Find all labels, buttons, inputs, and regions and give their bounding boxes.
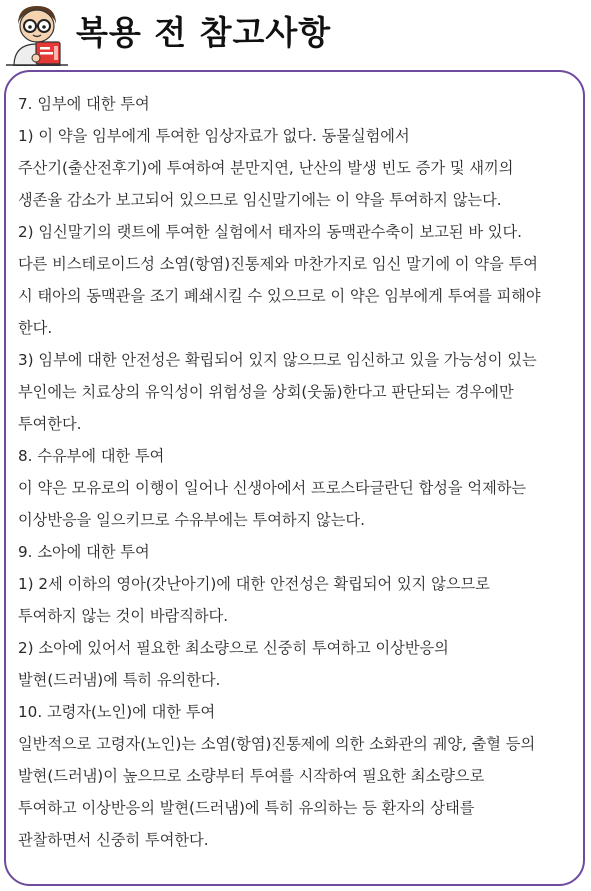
text-line: 3) 임부에 대한 안전성은 확립되어 있지 않으므로 임신하고 있을 가능성이 있는 bbox=[18, 351, 537, 369]
page-header bbox=[0, 0, 591, 70]
text-line: 9. 소아에 대한 투여 bbox=[18, 543, 150, 561]
text-line: 투여한다. bbox=[18, 415, 82, 433]
text-line: 시 태아의 동맥관을 조기 폐쇄시킬 수 있으므로 이 약은 임부에게 투여를 피해야 bbox=[18, 287, 541, 305]
text-line: 투여하지 않는 것이 바람직하다. bbox=[18, 607, 229, 625]
reading-person-icon bbox=[6, 2, 68, 66]
text-line: 이상반응을 일으키므로 수유부에는 투여하지 않는다. bbox=[18, 511, 365, 529]
text-line: 주산기(출산전후기)에 투여하여 분만지연, 난산의 발생 빈도 증가 및 새끼의 bbox=[18, 159, 514, 177]
text-line: 부인에는 치료상의 유익성이 위험성을 상회(웃돎)한다고 판단되는 경우에만 bbox=[18, 383, 514, 401]
text-line: 발현(드러냄)에 특히 유의한다. bbox=[18, 671, 221, 689]
text-line: 2) 소아에 있어서 필요한 최소량으로 신중히 투여하고 이상반응의 bbox=[18, 639, 449, 657]
text-line: 1) 이 약을 임부에게 투여한 임상자료가 없다. 동물실험에서 bbox=[18, 127, 410, 145]
page-title: 복용 전 참고사항 bbox=[76, 13, 332, 52]
text-line: 8. 수유부에 대한 투여 bbox=[18, 447, 165, 465]
text-line: 일반적으로 고령자(노인)는 소염(항염)진통제에 의한 소화관의 궤양, 출혈 등의 bbox=[18, 735, 536, 753]
text-line: 발현(드러냄)이 높으므로 소량부터 투여를 시작하여 필요한 최소량으로 bbox=[18, 767, 485, 785]
text-line: 7. 임부에 대한 투여 bbox=[18, 95, 150, 113]
text-line: 다른 비스테로이드성 소염(항염)진통제와 마찬가지로 임신 말기에 이 약을 투여 bbox=[18, 255, 538, 273]
text-line: 1) 2세 이하의 영아(갓난아기)에 대한 안전성은 확립되어 있지 않으므로 bbox=[18, 575, 490, 593]
text-line: 관찰하면서 신중히 투여한다. bbox=[18, 831, 209, 849]
text-line: 이 약은 모유로의 이행이 일어나 신생아에서 프로스타글란딘 합성을 억제하는 bbox=[18, 479, 527, 497]
text-line: 2) 임신말기의 랫트에 투여한 실험에서 태자의 동맥관수축이 보고된 바 있다. bbox=[18, 223, 522, 241]
text-line: 투여하고 이상반응의 발현(드러냄)에 특히 유의하는 등 환자의 상태를 bbox=[18, 799, 475, 817]
text-line: 한다. bbox=[18, 319, 53, 337]
text-line: 생존율 감소가 보고되어 있으므로 임신말기에는 이 약을 투여하지 않는다. bbox=[18, 191, 502, 209]
text-line: 10. 고령자(노인)에 대한 투여 bbox=[18, 703, 216, 721]
